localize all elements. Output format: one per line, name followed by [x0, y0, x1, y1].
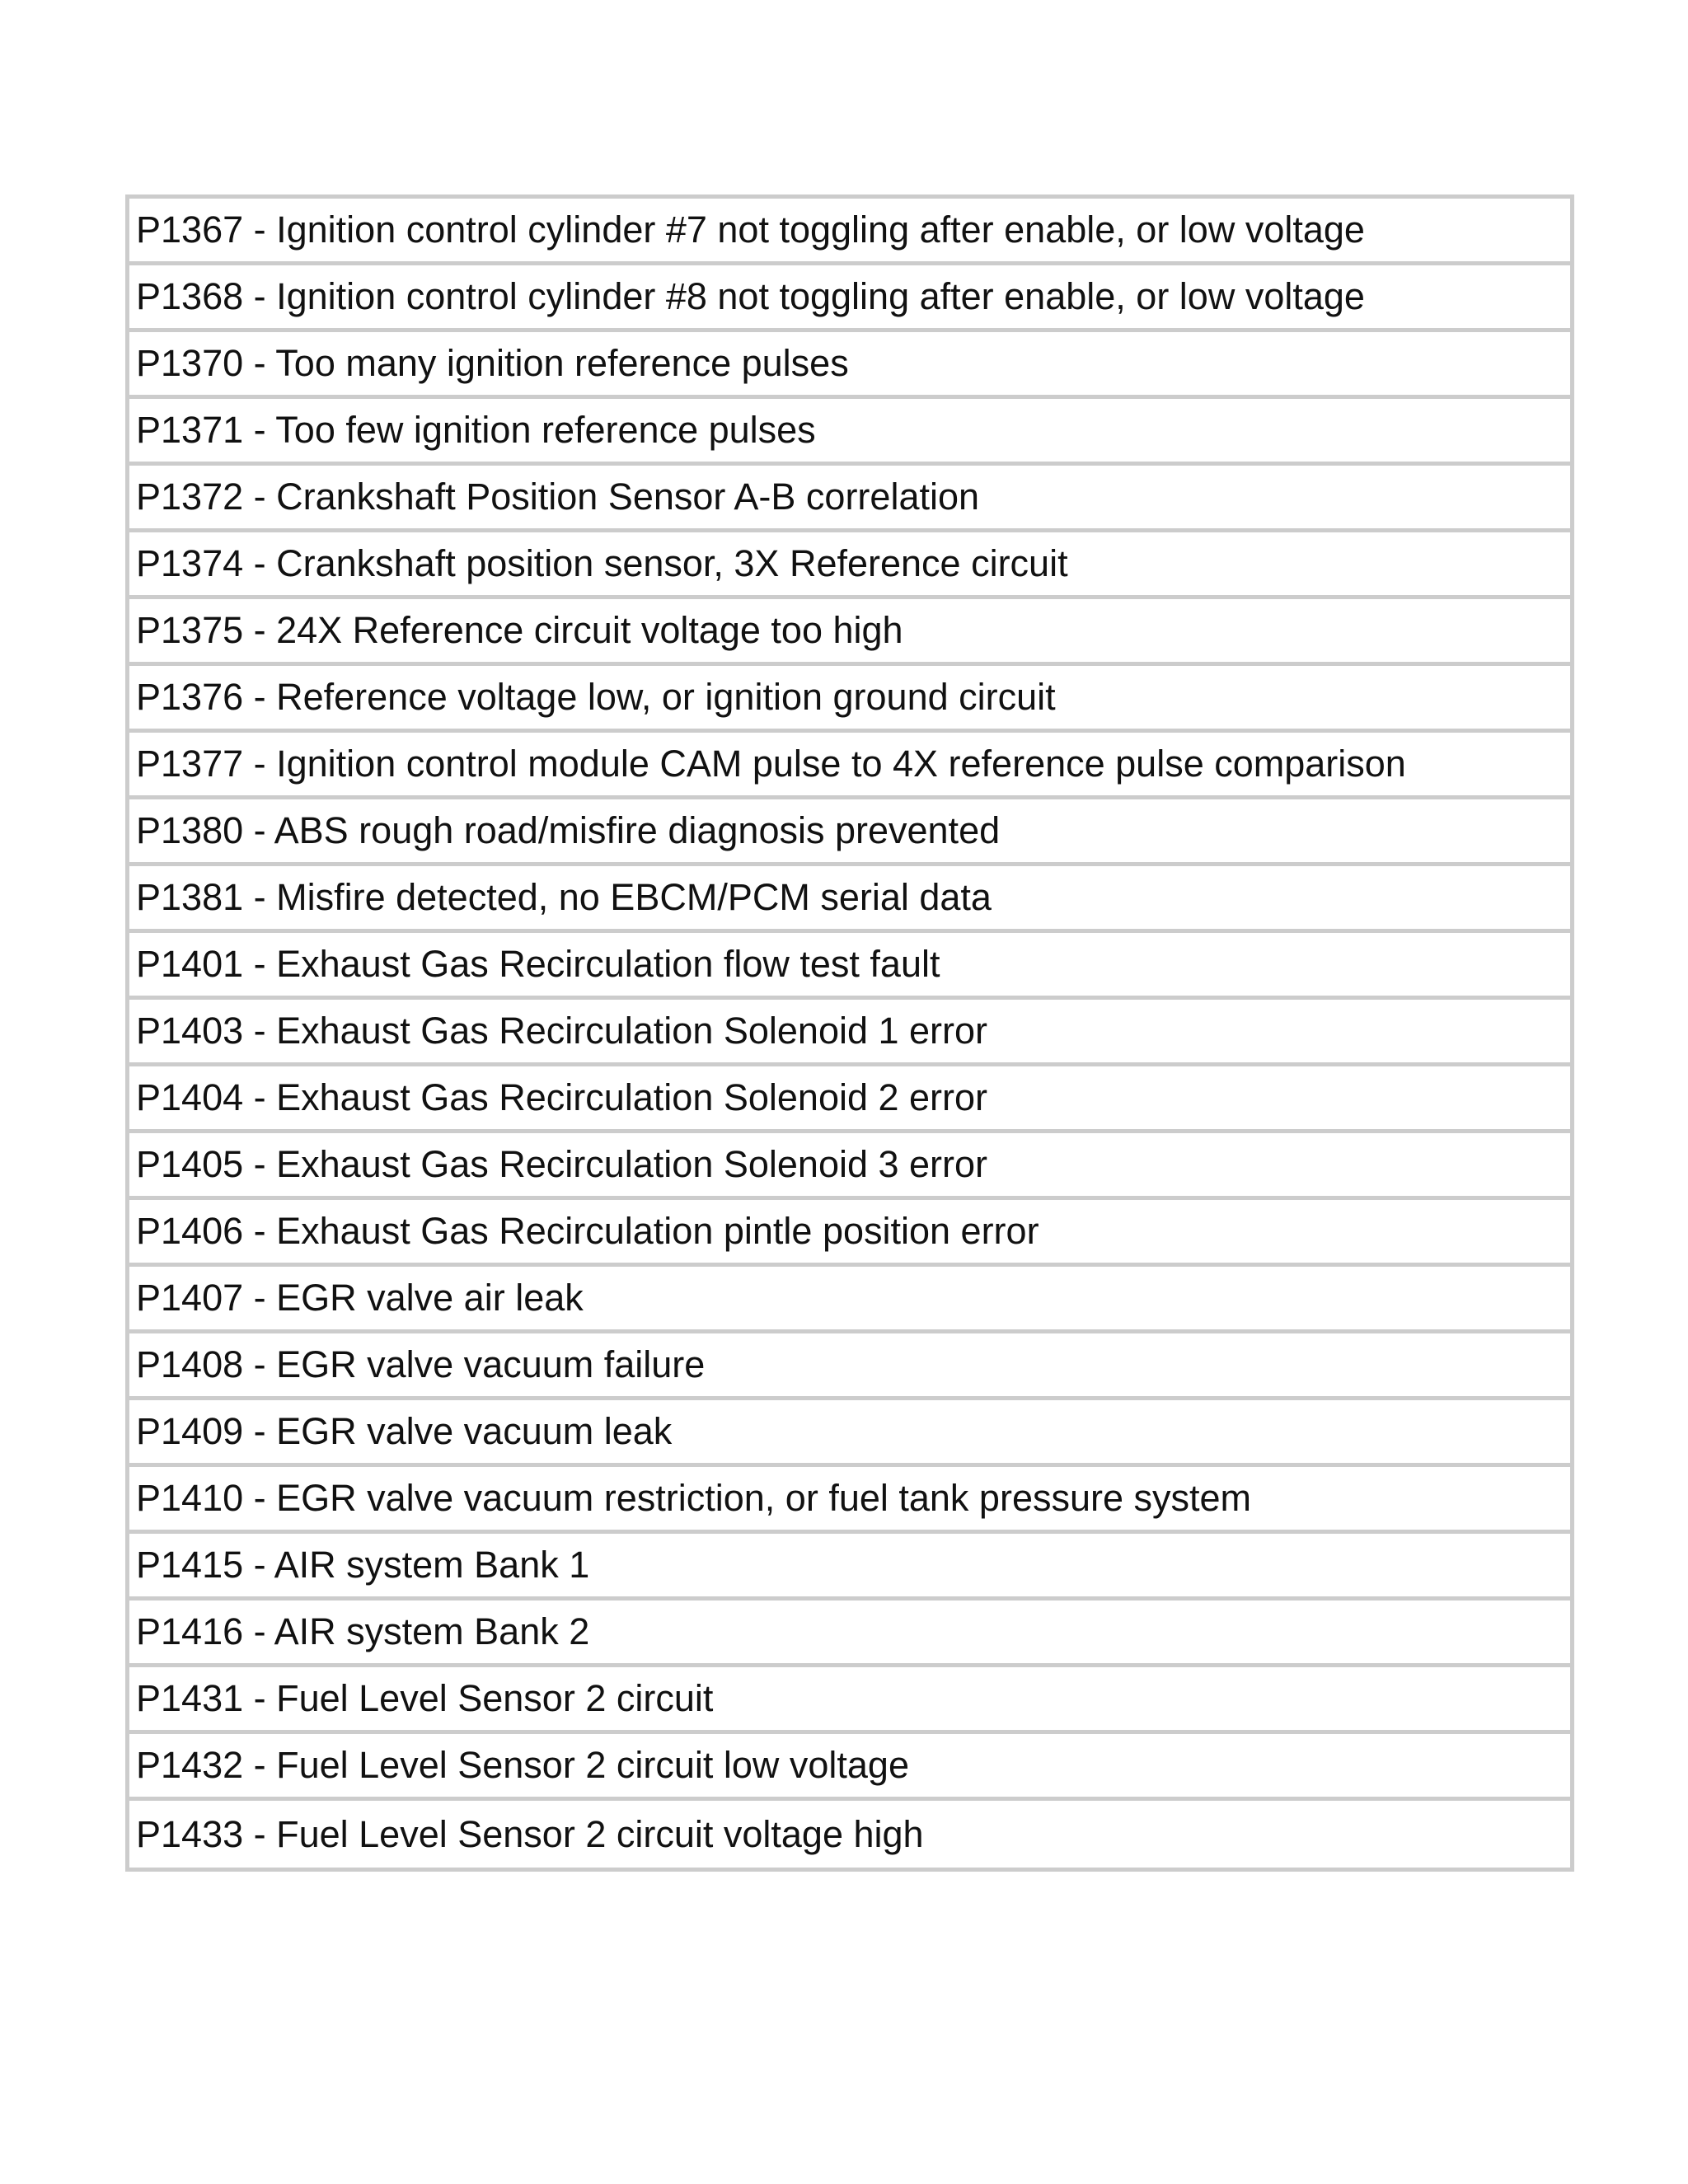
table-row: P1403 - Exhaust Gas Recirculation Solenoid 1 error [129, 1000, 1570, 1066]
table-row: P1406 - Exhaust Gas Recirculation pintle position error [129, 1200, 1570, 1267]
table-row: P1375 - 24X Reference circuit voltage too high [129, 599, 1570, 666]
table-row: P1407 - EGR valve air leak [129, 1267, 1570, 1333]
table-row: P1433 - Fuel Level Sensor 2 circuit voltage high [136, 1812, 924, 1855]
table-row: P1409 - EGR valve vacuum leak [129, 1400, 1570, 1467]
table-row: P1401 - Exhaust Gas Recirculation flow test fault [129, 933, 1570, 1000]
code-table [125, 194, 1574, 1872]
table-row: P1408 - EGR valve vacuum failure [129, 1333, 1570, 1400]
table-row: P1432 - Fuel Level Sensor 2 circuit low voltage [129, 1734, 1570, 1801]
table-row: P1405 - Exhaust Gas Recirculation Solenoid 3 error [129, 1133, 1570, 1200]
table-row: P1367 - Ignition control cylinder #7 not toggling after enable, or low voltage [129, 199, 1570, 265]
table-row: P1381 - Misfire detected, no EBCM/PCM serial data [129, 866, 1570, 933]
table-row: P1415 - AIR system Bank 1 [129, 1534, 1570, 1601]
table-row: P1371 - Too few ignition reference pulses [129, 399, 1570, 466]
table-row: P1370 - Too many ignition reference pulses [129, 332, 1570, 399]
table-row: P1404 - Exhaust Gas Recirculation Solenoid 2 error [129, 1066, 1570, 1133]
table-row: P1376 - Reference voltage low, or ignition ground circuit [129, 666, 1570, 733]
table-row: P1377 - Ignition control module CAM pulse to 4X reference pulse comparison [129, 733, 1570, 799]
table-row: P1410 - EGR valve vacuum restriction, or fuel tank pressure system [129, 1467, 1570, 1534]
table-row: P1368 - Ignition control cylinder #8 not toggling after enable, or low voltage [129, 265, 1570, 332]
table-row: P1380 - ABS rough road/misfire diagnosis prevented [129, 799, 1570, 866]
table-row: P1416 - AIR system Bank 2 [129, 1601, 1570, 1667]
table-row: P1372 - Crankshaft Position Sensor A-B correlation [129, 466, 1570, 532]
table-row: P1431 - Fuel Level Sensor 2 circuit [129, 1667, 1570, 1734]
table-row: P1374 - Crankshaft position sensor, 3X Reference circuit [129, 532, 1570, 599]
